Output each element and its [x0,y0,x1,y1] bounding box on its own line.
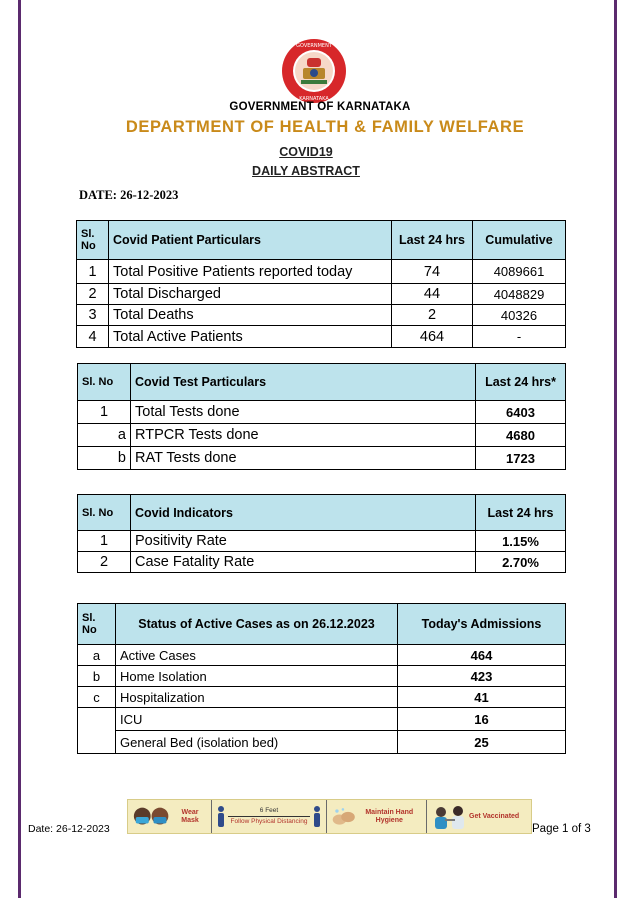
col-header-last24: Last 24 hrs [476,495,566,531]
page-number: Page 1 of 3 [532,823,591,835]
row-value: 464 [398,645,566,666]
row-label: Active Cases [116,645,398,666]
col-header-admissions: Today's Admissions [398,604,566,645]
col-header-slno: Sl. No [78,495,131,531]
row-number: 1 [78,531,131,552]
col-header-particulars: Covid Test Particulars [131,364,476,401]
table-row [78,401,566,424]
row-last24: 2 [392,305,473,326]
distancing-segment [212,800,327,833]
row-value: 1.15% [476,531,566,552]
svg-text:GOVERNMENT: GOVERNMENT [296,43,332,49]
row-label: Hospitalization [116,687,398,708]
distancing-label: Follow Physical Distancing [230,818,308,825]
table-row [77,326,566,348]
col-header-indicators: Covid Indicators [131,495,476,531]
government-title: GOVERNMENT OF KARNATAKA [229,101,411,113]
table-header-row [78,604,566,645]
row-number: 1 [77,260,109,284]
svg-text:KARNATAKA: KARNATAKA [299,96,329,102]
covid-indicators-table [77,494,566,573]
hand-wash-icon [331,804,357,830]
col-header-cumulative: Cumulative [473,221,566,260]
department-title: DEPARTMENT OF HEALTH & FAMILY WELFARE [125,118,525,136]
table-row [78,708,566,731]
row-label: ICU [116,708,398,731]
row-number: 4 [77,326,109,348]
table-row [77,260,566,284]
covid-subtitle: COVID19 [279,145,333,159]
row-value: 6403 [476,401,566,424]
row-value: 16 [398,708,566,731]
karnataka-emblem-icon [281,38,347,104]
row-label: Case Fatality Rate [131,552,476,573]
distance-value: 6 Feet [259,807,279,814]
table-row [78,447,566,470]
table-row [78,424,566,447]
row-value: 2.70% [476,552,566,573]
table-row [77,305,566,326]
row-number: a [78,645,116,666]
row-cumulative: - [473,326,566,348]
row-label: Total Deaths [109,305,392,326]
mask-icon [132,804,173,830]
table-row [77,284,566,305]
col-header-last24: Last 24 hrs* [476,364,566,401]
person-icon [312,806,322,828]
row-last24: 464 [392,326,473,348]
table-row [78,531,566,552]
row-number: a [78,424,131,447]
row-value: 25 [398,731,566,754]
row-number: 3 [77,305,109,326]
person-icon [216,806,226,828]
row-label: RTPCR Tests done [131,424,476,447]
row-label: Positivity Rate [131,531,476,552]
row-number: 2 [77,284,109,305]
wear-mask-label: Wear Mask [181,808,199,824]
row-last24: 74 [392,260,473,284]
col-header-status: Status of Active Cases as on 26.12.2023 [116,604,398,645]
report-date: DATE: 26-12-2023 [79,188,179,202]
row-last24: 44 [392,284,473,305]
test-particulars-table [77,363,566,470]
vaccine-icon [431,803,469,831]
table-row [78,731,566,754]
table-header-row [78,495,566,531]
covid-guidelines-banner [127,799,532,834]
row-label: Total Positive Patients reported today [109,260,392,284]
hand-hygiene-label: Maintain Hand Hygiene [365,808,414,824]
footer-date: Date: 26-12-2023 [28,823,110,835]
row-value: 4680 [476,424,566,447]
table-row [78,687,566,708]
col-header-slno: Sl. No [77,221,109,260]
row-value: 41 [398,687,566,708]
row-number: b [78,666,116,687]
table-row [78,552,566,573]
row-number: 1 [78,401,131,424]
patient-particulars-table [76,220,566,348]
row-value: 423 [398,666,566,687]
table-header-row [77,221,566,260]
col-header-slno: Sl. No [78,604,116,645]
vaccination-segment [427,800,529,833]
vaccinated-label: Get Vaccinated [469,812,520,820]
distancing-arrow-icon [228,816,310,817]
row-cumulative: 4089661 [473,260,566,284]
col-header-last24: Last 24 hrs [392,221,473,260]
table-row [78,666,566,687]
row-value: 1723 [476,447,566,470]
hand-hygiene-segment [327,800,427,833]
col-header-particulars: Covid Patient Particulars [109,221,392,260]
row-cumulative: 4048829 [473,284,566,305]
row-label: Total Discharged [109,284,392,305]
row-number: c [78,687,116,708]
col-header-slno: Sl. No [78,364,131,401]
row-label: Total Tests done [131,401,476,424]
row-label: Total Active Patients [109,326,392,348]
wear-mask-segment [128,800,212,833]
row-cumulative: 40326 [473,305,566,326]
row-label: General Bed (isolation bed) [116,731,398,754]
row-number: b [78,447,131,470]
row-number: 2 [78,552,131,573]
active-cases-status-table [77,603,566,754]
row-label: Home Isolation [116,666,398,687]
row-label: RAT Tests done [131,447,476,470]
table-header-row [78,364,566,401]
row-number [78,708,116,754]
daily-abstract-subtitle: DAILY ABSTRACT [252,164,360,178]
table-row [78,645,566,666]
